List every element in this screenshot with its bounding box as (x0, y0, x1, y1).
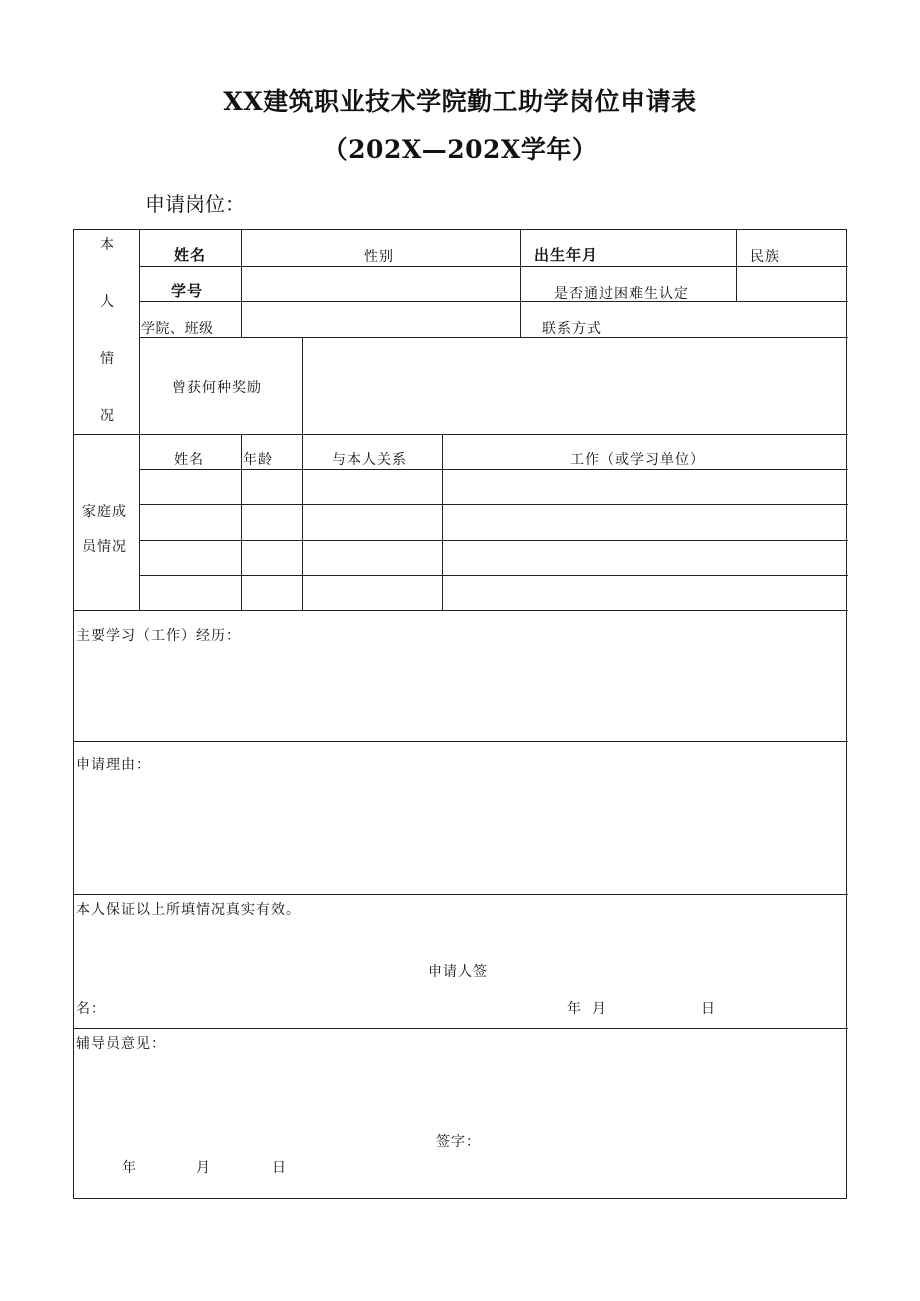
family-row-cell[interactable] (242, 505, 302, 540)
form-title: XX建筑职业技术学院勤工助学岗位申请表 (223, 87, 697, 116)
counselor-month: 月 (196, 1160, 211, 1176)
applicant-signature-field[interactable] (114, 990, 414, 1018)
personal-section-char: 人 (100, 294, 114, 310)
family-row-cell[interactable] (443, 576, 847, 610)
gender-label: 性别 (364, 249, 394, 265)
contact-label: 联系方式 (542, 321, 602, 337)
family-row-cell[interactable] (303, 505, 442, 540)
student-id-label: 学号 (171, 282, 204, 300)
family-row-cell[interactable] (140, 505, 241, 540)
family-col-relation: 与本人关系 (332, 452, 407, 468)
reason-field[interactable] (75, 776, 847, 893)
study-history-label: 主要学习（工作）经历： (76, 628, 241, 644)
awards-field[interactable] (303, 338, 847, 434)
counselor-year: 年 (122, 1160, 137, 1176)
applicant-sign-label-cont: 名： (76, 1001, 106, 1017)
name-label: 姓名 (174, 246, 207, 264)
personal-section-char: 况 (100, 408, 114, 424)
family-row-cell[interactable] (140, 541, 241, 575)
family-row-cell[interactable] (303, 576, 442, 610)
ethnicity-label: 民族 (750, 249, 780, 265)
contact-field[interactable] (634, 302, 847, 337)
pledge-statement: 本人保证以上所填情况真实有效。 (76, 902, 301, 918)
family-row-cell[interactable] (242, 576, 302, 610)
family-col-age: 年龄 (243, 452, 273, 468)
form-subtitle: （202X—202X学年） (322, 135, 598, 164)
family-row-cell[interactable] (443, 470, 847, 504)
applied-position-label: 申请岗位： (145, 192, 245, 216)
personal-section-char: 本 (100, 237, 114, 253)
family-row-cell[interactable] (242, 470, 302, 504)
pledge-day: 日 (701, 1001, 716, 1017)
family-row-cell[interactable] (443, 541, 847, 575)
counselor-day: 日 (272, 1160, 287, 1176)
student-id-field[interactable] (242, 267, 519, 301)
family-row-cell[interactable] (303, 541, 442, 575)
family-row-cell[interactable] (443, 505, 847, 540)
family-section-label: 员情况 (82, 539, 127, 555)
personal-section-char: 情 (100, 351, 114, 367)
awards-label: 曾获何种奖励 (172, 380, 262, 396)
application-form-table (73, 229, 847, 1199)
reason-label: 申请理由： (76, 757, 151, 773)
family-row-cell[interactable] (140, 576, 241, 610)
pledge-year: 年 (567, 1001, 582, 1017)
pledge-month: 月 (592, 1001, 607, 1017)
applicant-sign-label: 申请人签 (428, 964, 488, 980)
counselor-opinion-field[interactable] (75, 1056, 847, 1126)
counselor-sign-label: 签字： (436, 1134, 481, 1150)
college-class-label: 学院、班级 (141, 321, 214, 337)
family-row-cell[interactable] (242, 541, 302, 575)
ethnicity-field[interactable] (794, 231, 846, 266)
family-col-work: 工作（或学习单位） (570, 452, 705, 468)
counselor-opinion-label: 辅导员意见： (76, 1036, 166, 1052)
birth-field[interactable] (634, 231, 734, 266)
hardship-field[interactable] (737, 267, 847, 301)
college-class-field[interactable] (242, 302, 519, 337)
family-row-cell[interactable] (140, 470, 241, 504)
gender-field[interactable] (414, 231, 519, 266)
birth-label: 出生年月 (534, 246, 599, 264)
family-col-name: 姓名 (174, 452, 204, 468)
family-section-label: 家庭成 (82, 504, 127, 520)
hardship-label: 是否通过困难生认定 (554, 286, 689, 302)
study-history-field[interactable] (75, 648, 847, 740)
family-row-cell[interactable] (303, 470, 442, 504)
name-field[interactable] (242, 231, 342, 266)
